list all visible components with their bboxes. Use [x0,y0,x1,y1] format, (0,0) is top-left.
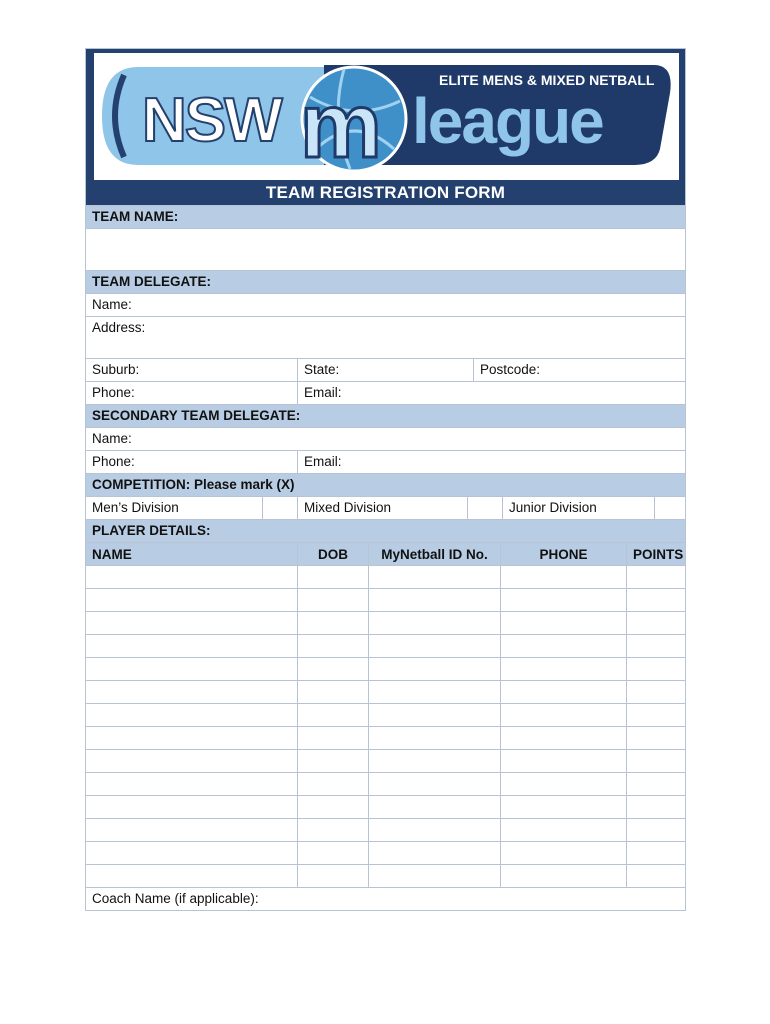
player-dob-cell[interactable] [297,681,368,703]
player-row [86,795,685,818]
team-name-section [86,205,685,228]
player-mynetball-id-cell[interactable] [368,842,500,864]
delegate-suburb-field[interactable]: Suburb: [92,362,140,377]
team-name-field[interactable] [86,228,685,270]
player-row [86,588,685,611]
player-phone-cell[interactable] [500,819,626,841]
logo-graphic [94,53,679,180]
player-name-cell[interactable] [86,796,297,818]
player-name-cell[interactable] [86,819,297,841]
player-name-cell[interactable] [86,750,297,772]
player-phone-cell[interactable] [500,589,626,611]
player-details-label: PLAYER DETAILS: [92,523,211,538]
delegate-name-row[interactable] [86,293,685,316]
player-mynetball-id-cell[interactable] [368,612,500,634]
player-details-section [86,519,685,542]
player-phone-cell[interactable] [500,612,626,634]
player-dob-cell[interactable] [297,635,368,657]
player-mynetball-id-cell[interactable] [368,635,500,657]
player-mynetball-id-cell[interactable] [368,704,500,726]
player-dob-cell[interactable] [297,750,368,772]
col-points-header: POINTS [626,543,685,565]
delegate-address-field[interactable]: Address: [92,320,146,335]
player-table-body [86,565,685,887]
secondary-delegate-label: SECONDARY TEAM DELEGATE: [92,408,301,423]
player-phone-cell[interactable] [500,681,626,703]
delegate-state-field[interactable]: State: [297,359,473,381]
player-name-cell[interactable] [86,842,297,864]
player-row [86,772,685,795]
competition-section [86,473,685,496]
team-name-label: TEAM NAME: [92,209,179,224]
player-dob-cell[interactable] [297,819,368,841]
player-row [86,634,685,657]
player-dob-cell[interactable] [297,727,368,749]
player-points-cell[interactable] [626,681,685,703]
delegate-location-row [86,358,685,381]
secondary-contact-row [86,450,685,473]
player-points-cell[interactable] [626,612,685,634]
player-row [86,749,685,772]
player-points-cell[interactable] [626,773,685,795]
player-phone-cell[interactable] [500,773,626,795]
team-delegate-section [86,270,685,293]
mens-division-checkbox[interactable] [262,497,297,519]
mens-division-label: Men’s Division [92,500,179,515]
team-delegate-label: TEAM DELEGATE: [92,274,211,289]
player-dob-cell[interactable] [297,704,368,726]
player-points-cell[interactable] [626,658,685,680]
secondary-name-field[interactable]: Name: [92,431,132,446]
logo-region-text: NSW [142,86,281,155]
coach-row[interactable] [86,887,685,910]
player-mynetball-id-cell[interactable] [368,773,500,795]
secondary-phone-field[interactable]: Phone: [92,454,135,469]
delegate-postcode-field[interactable]: Postcode: [473,359,685,381]
player-points-cell[interactable] [626,865,685,887]
player-mynetball-id-cell[interactable] [368,658,500,680]
delegate-name-field[interactable]: Name: [92,297,132,312]
player-row [86,657,685,680]
player-points-cell[interactable] [626,727,685,749]
junior-division-label: Junior Division [502,497,654,519]
player-phone-cell[interactable] [500,750,626,772]
player-dob-cell[interactable] [297,842,368,864]
player-name-cell[interactable] [86,773,297,795]
division-row [86,496,685,519]
form-header [86,49,685,205]
form-title: TEAM REGISTRATION FORM [265,183,506,202]
competition-label: COMPETITION: Please mark (X) [92,477,295,492]
player-row [86,565,685,588]
player-points-cell[interactable] [626,589,685,611]
delegate-contact-row [86,381,685,404]
player-points-cell[interactable] [626,566,685,588]
player-name-cell[interactable] [86,704,297,726]
player-mynetball-id-cell[interactable] [368,865,500,887]
player-mynetball-id-cell[interactable] [368,727,500,749]
player-points-cell[interactable] [626,819,685,841]
delegate-address-row[interactable] [86,316,685,358]
junior-division-checkbox[interactable] [654,497,685,519]
player-phone-cell[interactable] [500,635,626,657]
player-phone-cell[interactable] [500,727,626,749]
player-dob-cell[interactable] [297,773,368,795]
player-row [86,818,685,841]
registration-form [85,48,686,911]
player-name-cell[interactable] [86,865,297,887]
player-row [86,680,685,703]
player-row [86,726,685,749]
player-points-cell[interactable] [626,842,685,864]
player-phone-cell[interactable] [500,704,626,726]
player-name-cell[interactable] [86,589,297,611]
player-name-cell[interactable] [86,612,297,634]
logo-league-text: league [412,85,603,157]
logo-tagline: ELITE MENS & MIXED NETBALL [439,72,655,88]
team-name-input-area[interactable] [86,229,685,270]
player-mynetball-id-cell[interactable] [368,750,500,772]
player-dob-cell[interactable] [297,589,368,611]
player-name-cell[interactable] [86,681,297,703]
delegate-email-field[interactable]: Email: [297,382,685,404]
player-row [86,703,685,726]
player-points-cell[interactable] [626,635,685,657]
col-mynetball-id-header: MyNetball ID No. [368,543,500,565]
player-points-cell[interactable] [626,796,685,818]
player-name-cell[interactable] [86,566,297,588]
mixed-division-checkbox[interactable] [467,497,502,519]
player-mynetball-id-cell[interactable] [368,589,500,611]
delegate-phone-field[interactable]: Phone: [92,385,135,400]
player-phone-cell[interactable] [500,566,626,588]
player-name-cell[interactable] [86,658,297,680]
player-row [86,611,685,634]
player-points-cell[interactable] [626,750,685,772]
player-phone-cell[interactable] [500,865,626,887]
player-row [86,841,685,864]
mixed-division-label: Mixed Division [297,497,467,519]
player-name-cell[interactable] [86,727,297,749]
player-dob-cell[interactable] [297,658,368,680]
player-dob-cell[interactable] [297,865,368,887]
player-phone-cell[interactable] [500,658,626,680]
player-dob-cell[interactable] [297,612,368,634]
logo-m-text: m [300,75,382,177]
player-row [86,864,685,887]
player-name-cell[interactable] [86,635,297,657]
player-dob-cell[interactable] [297,566,368,588]
nsw-m-league-logo [94,53,679,180]
player-table-header [86,542,685,565]
col-dob-header: DOB [297,543,368,565]
player-mynetball-id-cell[interactable] [368,796,500,818]
player-mynetball-id-cell[interactable] [368,681,500,703]
secondary-name-row[interactable] [86,427,685,450]
player-points-cell[interactable] [626,704,685,726]
player-phone-cell[interactable] [500,796,626,818]
player-mynetball-id-cell[interactable] [368,566,500,588]
col-phone-header: PHONE [500,543,626,565]
coach-name-field[interactable]: Coach Name (if applicable): [92,891,259,906]
player-dob-cell[interactable] [297,796,368,818]
secondary-delegate-section [86,404,685,427]
col-name-header: NAME [92,547,132,562]
player-phone-cell[interactable] [500,842,626,864]
secondary-email-field[interactable]: Email: [297,451,685,473]
player-mynetball-id-cell[interactable] [368,819,500,841]
